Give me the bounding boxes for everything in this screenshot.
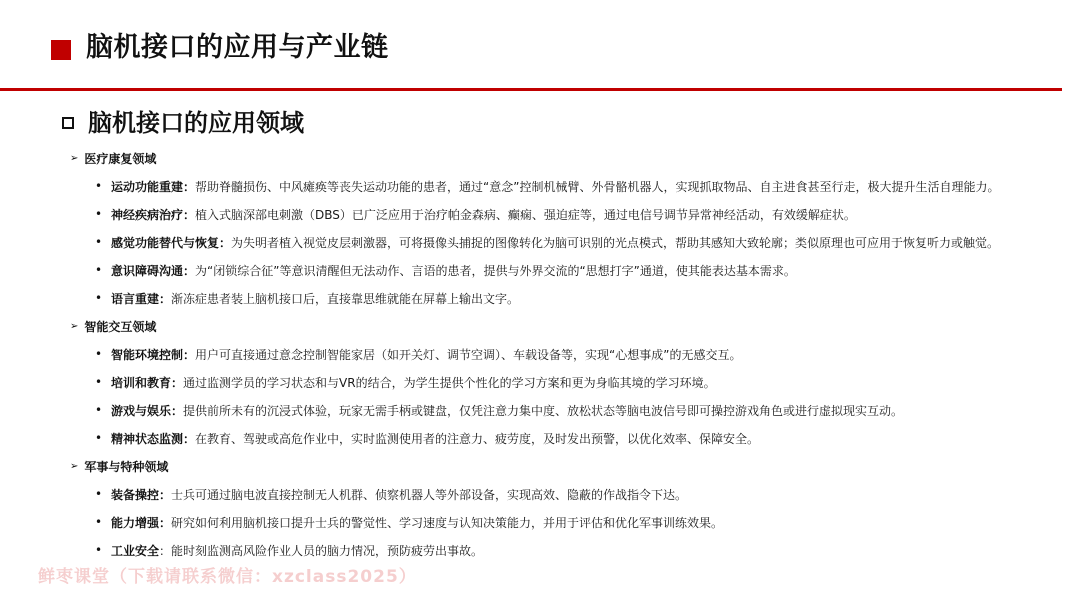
list-item bbox=[95, 345, 741, 363]
bullet-dot-icon: • bbox=[95, 543, 103, 557]
list-item bbox=[95, 429, 759, 447]
item-label: 培训和教育： bbox=[111, 375, 184, 390]
item-text: 为失明者植入视觉皮层刺激器，可将摄像头捕捉的图像转化为脑可识别的光点模式，帮助其感知大致轮廓；类似原理也可应用于恢复听力或触觉。 bbox=[231, 235, 1000, 250]
title-square-icon bbox=[51, 40, 71, 60]
slide-title: 脑机接口的应用与产业链 bbox=[86, 32, 389, 63]
category-heading: 军事与特种领域 bbox=[84, 459, 169, 474]
list-item bbox=[95, 205, 856, 223]
item-text: 士兵可通过脑电波直接控制无人机群、侦察机器人等外部设备，实现高效、隐蔽的作战指令下达。 bbox=[171, 487, 688, 502]
list-item bbox=[95, 401, 903, 419]
slide-header bbox=[0, 0, 1080, 96]
list-item bbox=[95, 541, 483, 559]
bullet-dot-icon: • bbox=[95, 179, 103, 193]
category-heading: 医疗康复领域 bbox=[84, 151, 157, 166]
item-label: 能力增强： bbox=[111, 515, 172, 530]
item-text: 植入式脑深部电刺激（DBS）已广泛应用于治疗帕金森病、癫痫、强迫症等，通过电信号调节异常神经活动，有效缓解症状。 bbox=[195, 207, 856, 222]
arrow-right-icon: ➢ bbox=[70, 152, 79, 164]
bullet-dot-icon: • bbox=[95, 291, 103, 305]
watermark: 鲜枣课堂（下载请联系微信：xzclass2025） bbox=[38, 567, 417, 587]
item-label: 运动功能重建： bbox=[111, 179, 196, 194]
list-item bbox=[95, 261, 796, 279]
bullet-dot-icon: • bbox=[95, 515, 103, 529]
bullet-dot-icon: • bbox=[95, 487, 103, 501]
item-label: 装备操控： bbox=[111, 487, 172, 502]
category-interaction bbox=[70, 317, 156, 335]
bullet-dot-icon: • bbox=[95, 431, 103, 445]
item-text: 研究如何利用脑机接口提升士兵的警觉性、学习速度与认知决策能力，并用于评估和优化军事训练效果。 bbox=[171, 515, 724, 530]
item-label: 感觉功能替代与恢复： bbox=[111, 235, 232, 250]
item-text: ：能时刻监测高风险作业人员的脑力情况，预防疲劳出事故。 bbox=[159, 543, 484, 558]
list-item bbox=[95, 513, 723, 531]
bullet-dot-icon: • bbox=[95, 235, 103, 249]
item-label: 意识障碍沟通： bbox=[111, 263, 196, 278]
category-military bbox=[70, 457, 168, 475]
title-divider bbox=[0, 88, 1062, 91]
item-text: 提供前所未有的沉浸式体验，玩家无需手柄或键盘，仅凭注意力集中度、放松状态等脑电波信号即可操控游戏角色或进行虚拟现实互动。 bbox=[183, 403, 904, 418]
item-text: 通过监测学员的学习状态和与VR的结合，为学生提供个性化的学习方案和更为身临其境的学习环境。 bbox=[183, 375, 716, 390]
item-label: 智能环境控制： bbox=[111, 347, 196, 362]
arrow-right-icon: ➢ bbox=[70, 460, 79, 472]
item-label: 语言重建： bbox=[111, 291, 172, 306]
list-item bbox=[95, 177, 999, 195]
section-title: 脑机接口的应用领域 bbox=[88, 109, 304, 137]
item-label: 精神状态监测： bbox=[111, 431, 196, 446]
item-label: 神经疾病治疗： bbox=[111, 207, 196, 222]
item-text: 用户可直接通过意念控制智能家居（如开关灯、调节空调）、车载设备等，实现“心想事成”的无感交互。 bbox=[195, 347, 742, 362]
bullet-dot-icon: • bbox=[95, 263, 103, 277]
bullet-dot-icon: • bbox=[95, 403, 103, 417]
bullet-dot-icon: • bbox=[95, 375, 103, 389]
list-item bbox=[95, 289, 519, 307]
item-label: 游戏与娱乐： bbox=[111, 403, 184, 418]
list-item bbox=[95, 233, 999, 251]
hollow-square-icon bbox=[62, 117, 74, 129]
item-text: 渐冻症患者装上脑机接口后，直接靠思维就能在屏幕上输出文字。 bbox=[171, 291, 520, 306]
category-heading: 智能交互领域 bbox=[84, 319, 157, 334]
item-text: 为“闭锁综合征”等意识清醒但无法动作、言语的患者，提供与外界交流的“思想打字”通道，使其能表达基本需求。 bbox=[195, 263, 796, 278]
list-item bbox=[95, 485, 687, 503]
item-text: 帮助脊髓损伤、中风瘫痪等丧失运动功能的患者，通过“意念”控制机械臂、外骨骼机器人，实现抓取物品、自主进食甚至行走，极大提升生活自理能力。 bbox=[195, 179, 1000, 194]
arrow-right-icon: ➢ bbox=[70, 320, 79, 332]
item-text: 在教育、驾驶或高危作业中，实时监测使用者的注意力、疲劳度，及时发出预警，以优化效率、保障安全。 bbox=[195, 431, 760, 446]
bullet-dot-icon: • bbox=[95, 347, 103, 361]
item-label: 工业安全 bbox=[111, 543, 160, 558]
list-item bbox=[95, 373, 716, 391]
bullet-dot-icon: • bbox=[95, 207, 103, 221]
category-medical bbox=[70, 149, 156, 167]
section-heading bbox=[62, 106, 304, 140]
